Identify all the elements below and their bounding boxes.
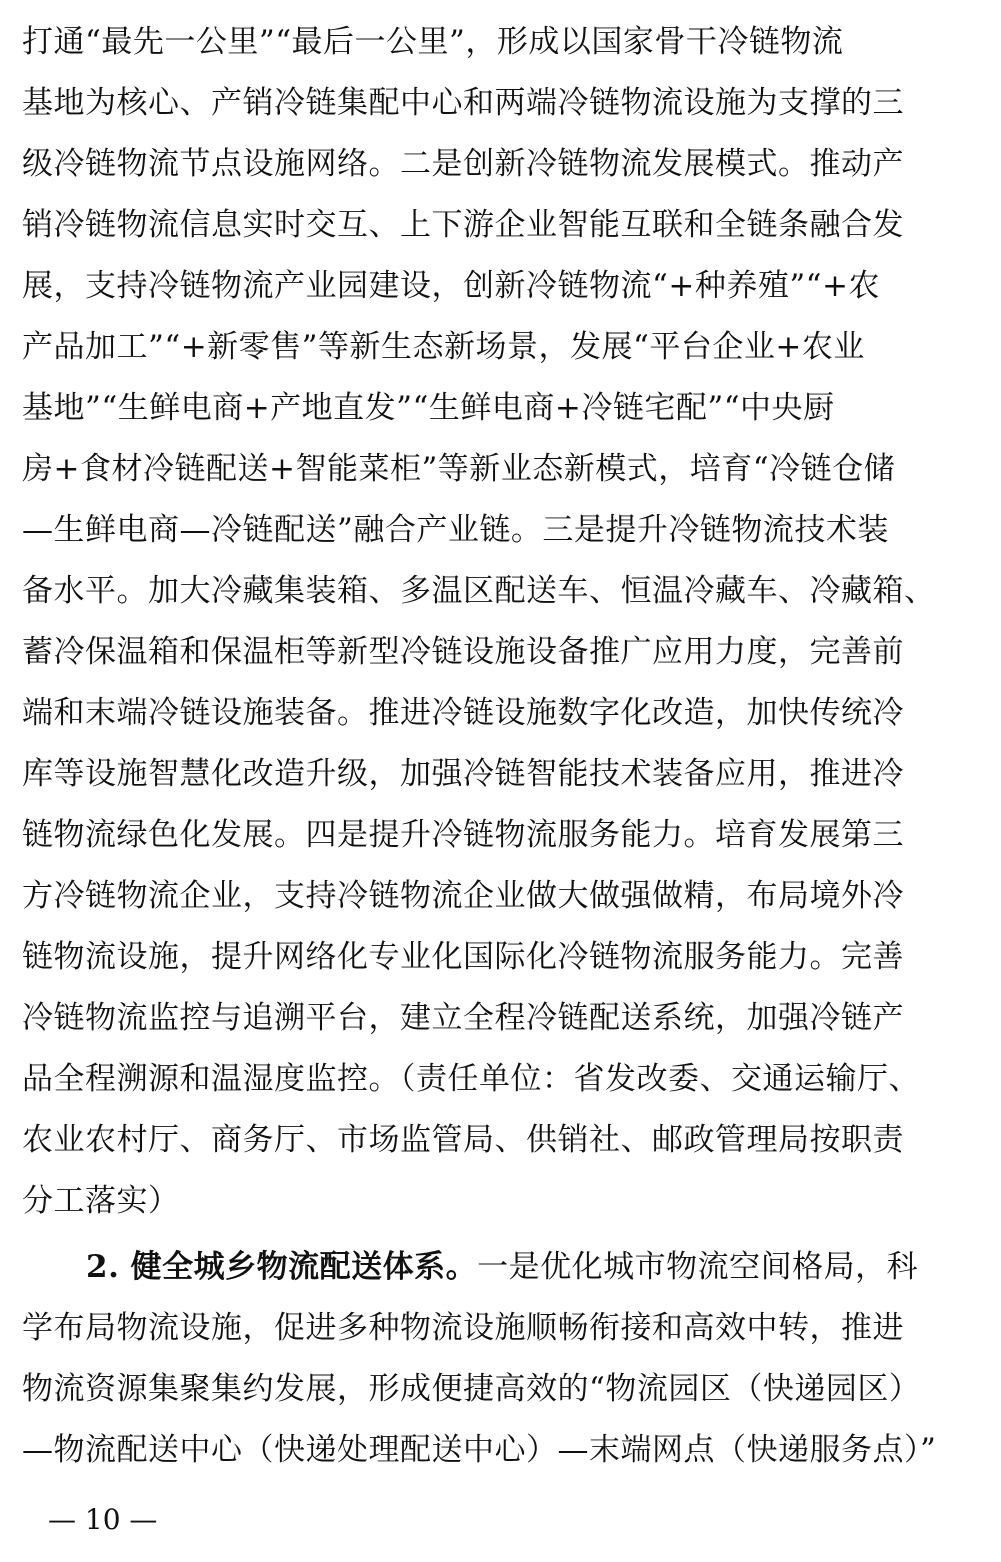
section-2-first-line [86,1239,982,1295]
body-text-line: 基地”“生鲜电商+产地直发”“生鲜电商+冷链宅配”“中央厨 [22,390,835,426]
body-text-line: 房+食材冷链配送+智能菜柜”等新业态新模式，培育“冷链仓储 [22,451,896,487]
body-text-line: 蓄冷保温箱和保温柜等新型冷链设施设备推广应用力度，完善前 [22,634,904,670]
body-text-line: 品全程溯源和温湿度监控。（责任单位：省发改委、交通运输厅、 [22,1061,920,1097]
page-number: — 10 — [48,1503,158,1536]
body-text-line: 级冷链物流节点设施网络。二是创新冷链物流发展模式。推动产 [22,146,904,182]
body-text-line: 学布局物流设施，促进多种物流设施顺畅衔接和高效中转，推进 [22,1310,904,1346]
body-text-line: 库等设施智慧化改造升级，加强冷链智能技术装备应用，推进冷 [22,756,904,792]
section-2-heading: 2. 健全城乡物流配送体系。 [86,1249,478,1285]
section-2-text: 一是优化城市物流空间格局，科 [477,1249,919,1285]
body-text-line: —物流配送中心（快递处理配送中心）—末端网点（快递服务点）” [22,1432,937,1468]
body-text-line: 链物流设施，提升网络化专业化国际化冷链物流服务能力。完善 [22,939,904,975]
body-text-line: 基地为核心、产销冷链集配中心和两端冷链物流设施为支撑的三 [22,85,904,121]
body-text-line: 端和末端冷链设施装备。推进冷链设施数字化改造，加快传统冷 [22,695,904,731]
body-text-line: 备水平。加大冷藏集装箱、多温区配送车、恒温冷藏车、冷藏箱、 [22,573,936,609]
body-text-line: 打通“最先一公里”“最后一公里”，形成以国家骨干冷链物流 [22,24,844,60]
body-text-line: 物流资源集聚集约发展，形成便捷高效的“物流园区（快递园区） [22,1371,921,1407]
body-text-line: 分工落实） [22,1183,180,1219]
body-text-line: 销冷链物流信息实时交互、上下游企业智能互联和全链条融合发 [22,207,904,243]
body-text-line: 展，支持冷链物流产业园建设，创新冷链物流“+种养殖”“+农 [22,268,880,304]
body-text-line: 产品加工”“+新零售”等新生态新场景，发展“平台企业+农业 [22,329,865,365]
body-text-line: —生鲜电商—冷链配送”融合产业链。三是提升冷链物流技术装 [22,512,889,548]
body-text-line: 链物流绿色化发展。四是提升冷链物流服务能力。培育发展第三 [22,817,904,853]
body-text-line: 方冷链物流企业，支持冷链物流企业做大做强做精，布局境外冷 [22,878,904,914]
body-text-line: 冷链物流监控与追溯平台，建立全程冷链配送系统，加强冷链产 [22,1000,904,1036]
body-text-line: 农业农村厅、商务厅、市场监管局、供销社、邮政管理局按职责 [22,1122,904,1158]
